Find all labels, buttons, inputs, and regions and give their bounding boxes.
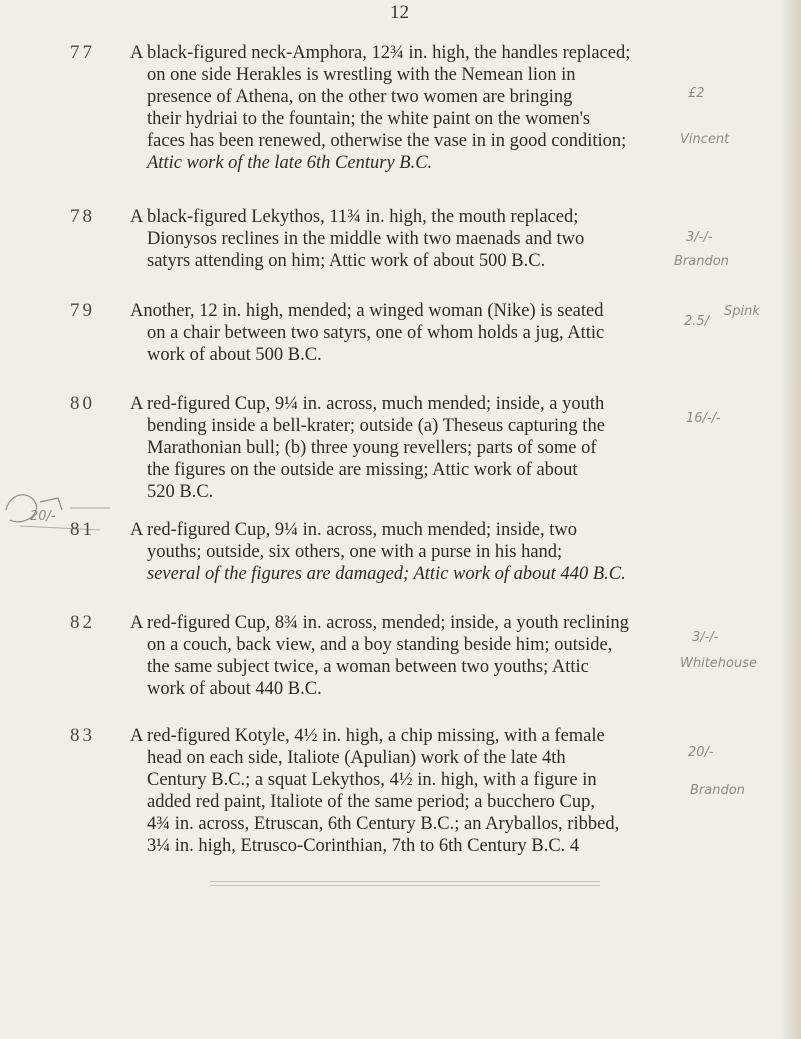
margin-price-annotation: 20/- bbox=[30, 509, 56, 524]
lot-description bbox=[130, 206, 674, 272]
lot-line: on a chair between two satyrs, one of whom holds a jug, Attic bbox=[147, 323, 605, 343]
lot-line: several of the figures are damaged; Attic work of about 440 B.C. bbox=[147, 564, 626, 584]
price-annotation: 16/-/- bbox=[686, 411, 721, 426]
closing-rule bbox=[210, 881, 600, 882]
lot-description bbox=[130, 725, 674, 857]
lot-line: work of about 440 B.C. bbox=[147, 679, 322, 699]
lot-line: work of about 500 B.C. bbox=[147, 345, 322, 365]
lot-line: A black-figured Lekythos, 11¾ in. high, the mouth replaced; bbox=[130, 207, 579, 227]
lot-line: on a couch, back view, and a boy standing beside him; outside, bbox=[147, 635, 613, 655]
lot-line: A red-figured Kotyle, 4½ in. high, a chip missing, with a female bbox=[130, 726, 605, 746]
lot-line: presence of Athena, on the other two women are bringing bbox=[147, 87, 573, 107]
lot-line: head on each side, Italiote (Apulian) work of the late 4th bbox=[147, 748, 566, 768]
lot-description bbox=[130, 393, 674, 503]
page-edge-shadow bbox=[779, 0, 801, 1039]
lot-line: their hydriai to the fountain; the white paint on the women's bbox=[147, 109, 591, 129]
lot-number: 82 bbox=[70, 612, 95, 633]
lot-line: Marathonian bull; (b) three young revellers; parts of some of bbox=[147, 438, 597, 458]
buyer-annotation: Vincent bbox=[680, 132, 730, 147]
price-annotation: 20/- bbox=[688, 745, 714, 760]
lot-line: Another, 12 in. high, mended; a winged woman (Nike) is seated bbox=[130, 301, 604, 321]
lot-line: the same subject twice, a woman between two youths; Attic bbox=[147, 657, 589, 677]
price-annotation: 2.5/ bbox=[684, 314, 710, 329]
lot-line: added red paint, Italiote of the same period; a bucchero Cup, bbox=[147, 792, 595, 812]
lot-number: 78 bbox=[70, 206, 95, 227]
lot-line: 3¼ in. high, Etrusco-Corinthian, 7th to 6th Century B.C. 4 bbox=[147, 836, 580, 856]
price-annotation: £2 bbox=[688, 86, 705, 101]
lot-line: on one side Herakles is wrestling with the Nemean lion in bbox=[147, 65, 576, 85]
price-annotation: 3/-/- bbox=[686, 230, 713, 245]
lot-number: 77 bbox=[70, 42, 95, 63]
lot-line: 4¾ in. across, Etruscan, 6th Century B.C.; an Aryballos, ribbed, bbox=[147, 814, 620, 834]
lot-line: A black-figured neck-Amphora, 12¾ in. high, the handles replaced; bbox=[130, 43, 631, 63]
lot-number: 81 bbox=[70, 519, 95, 540]
lot-description bbox=[130, 42, 674, 174]
price-annotation: 3/-/- bbox=[692, 630, 719, 645]
lot-line: the figures on the outside are missing; Attic work of about bbox=[147, 460, 578, 480]
lot-line: Century B.C.; a squat Lekythos, 4½ in. high, with a figure in bbox=[147, 770, 597, 790]
lot-line: A red-figured Cup, 9¼ in. across, much mended; inside, two bbox=[130, 520, 577, 540]
lot-line: A red-figured Cup, 9¼ in. across, much mended; inside, a youth bbox=[130, 394, 605, 414]
lot-line: Attic work of the late 6th Century B.C. bbox=[147, 153, 433, 173]
buyer-annotation: Spink bbox=[724, 304, 760, 319]
lot-description bbox=[130, 519, 674, 585]
lot-line: youths; outside, six others, one with a purse in his hand; bbox=[147, 542, 563, 562]
lot-number: 79 bbox=[70, 300, 95, 321]
lot-line: 520 B.C. bbox=[147, 482, 214, 502]
lot-line: A red-figured Cup, 8¾ in. across, mended; inside, a youth reclining bbox=[130, 613, 629, 633]
buyer-annotation: Brandon bbox=[690, 783, 745, 798]
page-number: 12 bbox=[390, 2, 409, 23]
lot-line: bending inside a bell-krater; outside (a) Theseus capturing the bbox=[147, 416, 605, 436]
lot-line: faces has been renewed, otherwise the vase in in good condition; bbox=[147, 131, 627, 151]
buyer-annotation: Whitehouse bbox=[680, 656, 758, 671]
lot-description bbox=[130, 612, 674, 700]
buyer-annotation: Brandon bbox=[674, 254, 729, 269]
closing-rule bbox=[210, 885, 600, 886]
lot-number: 80 bbox=[70, 393, 95, 414]
lot-number: 83 bbox=[70, 725, 95, 746]
lot-line: Dionysos reclines in the middle with two maenads and two bbox=[147, 229, 585, 249]
lot-description bbox=[130, 300, 674, 366]
lot-line: satyrs attending on him; Attic work of about 500 B.C. bbox=[147, 251, 546, 271]
